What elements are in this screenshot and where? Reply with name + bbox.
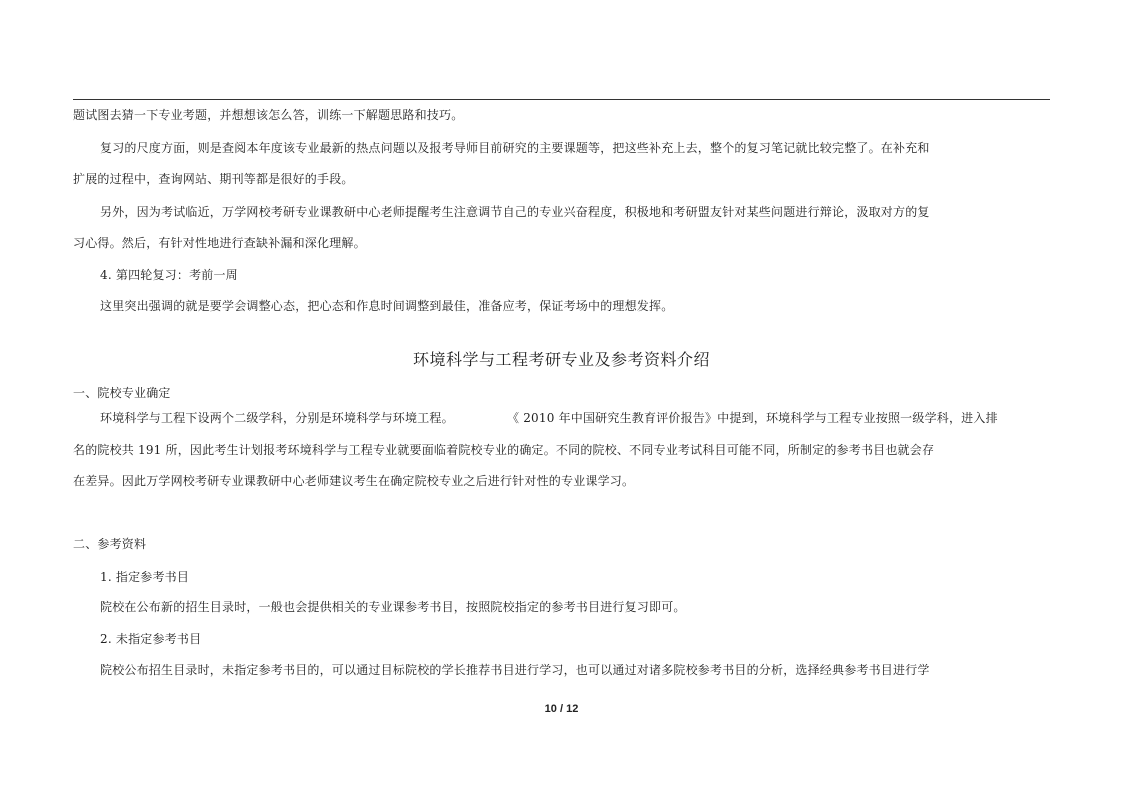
paragraph-line: 院校公布招生目录时，未指定参考书目的，可以通过目标院校的学长推荐书目进行学习，也可以通过对诸多院校参考书目的分析，选择经典参考书目进行学: [100, 663, 930, 677]
subheading-fourth-round: 4. 第四轮复习：考前一周: [100, 268, 238, 282]
subheading-designated-books: 1. 指定参考书目: [100, 570, 190, 584]
paragraph-line: 名的院校共 191 所，因此考生计划报考环境科学与工程专业就要面临着院校专业的确定。不同的院校、不同专业考试科目可能不同，所制定的参考书目也就会存: [73, 443, 935, 457]
section-heading-references: 二、参考资料: [73, 537, 147, 551]
paragraph-line: 另外，因为考试临近，万学网校考研专业课教研中心老师提醒考生注意调节自己的专业兴奋程度，积极地和考研盟友针对某些问题进行辩论，汲取对方的复: [100, 205, 930, 219]
paragraph-line: 《 2010 年中国研究生教育评价报告》中提到，环境科学与工程专业按照一级学科，进入排: [507, 411, 998, 425]
subheading-undesignated-books: 2. 未指定参考书目: [100, 632, 202, 646]
article-title: 环境科学与工程考研专业及参考资料介绍: [412, 350, 710, 369]
paragraph-line: 院校在公布新的招生目录时，一般也会提供相关的专业课参考书目，按照院校指定的参考书目进行复习即可。: [100, 600, 686, 614]
paragraph-line: 题试图去猜一下专业考题，并想想该怎么答，训练一下解题思路和技巧。: [73, 108, 464, 122]
paragraph-line: 复习的尺度方面，则是查阅本年度该专业最新的热点问题以及报考导师目前研究的主要课题等，把这些补充上去，整个的复习笔记就比较完整了。在补充和: [100, 141, 930, 155]
paragraph-line: 习心得。然后，有针对性地进行查缺补漏和深化理解。: [73, 236, 366, 250]
page-number: 10 / 12: [544, 703, 579, 715]
paragraph-line: 这里突出强调的就是要学会调整心态，把心态和作息时间调整到最佳，准备应考，保证考场中的理想发挥。: [100, 299, 674, 313]
paragraph-line: 扩展的过程中，查询网站、期刊等都是很好的手段。: [73, 172, 354, 186]
paragraph-line: 环境科学与工程下设两个二级学科，分别是环境科学与环境工程。: [100, 411, 454, 425]
section-heading-school-major: 一、院校专业确定: [73, 386, 171, 400]
paragraph-line: 在差异。因此万学网校考研专业课教研中心老师建议考生在确定院校专业之后进行针对性的专业课学习。: [73, 474, 635, 488]
header-rule: [73, 99, 1050, 100]
